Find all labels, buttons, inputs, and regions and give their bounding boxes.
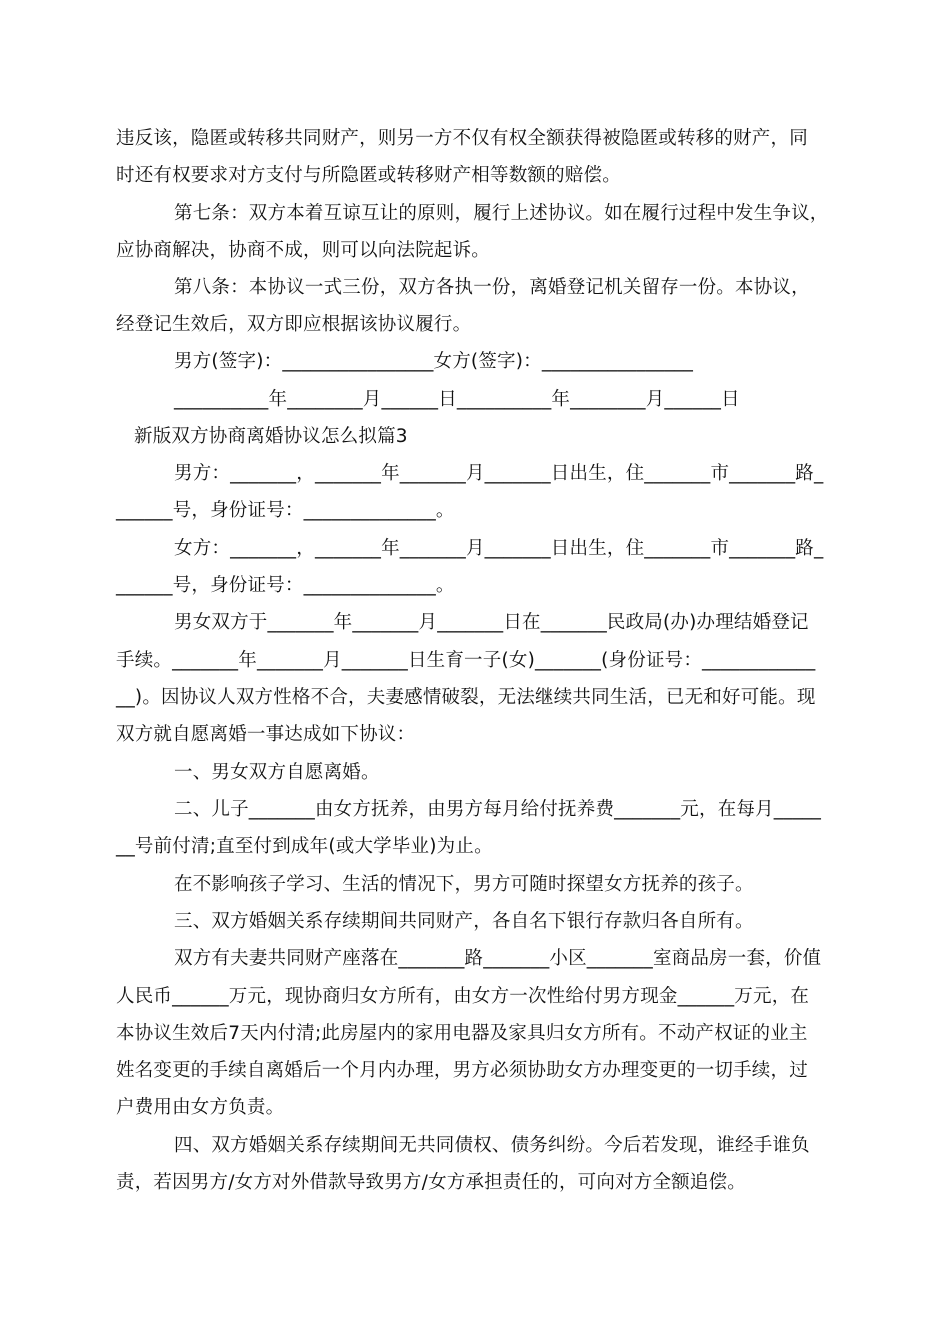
clause-3-line: 三、双方婚姻关系存续期间共同财产，各自名下银行存款归各自所有。 [174, 911, 754, 932]
clause-4-line: 四、双方婚姻关系存续期间无共同债权、债务纠纷。今后若发现，谁经手谁负 [174, 1135, 810, 1156]
paragraph-line: 经登记生效后，双方即应根据该协议履行。 [116, 314, 472, 335]
property-line: 双方有夫妻共同财产座落在_______路_______小区_______室商品房一套，价值 [174, 948, 822, 969]
paragraph-line: 户费用由女方负责。 [116, 1097, 285, 1118]
female-party-line: 女方：_______，_______年_______月_______日出生，住_______市_______路_ [174, 538, 824, 559]
paragraph-line: ______号，身份证号：______________。 [116, 575, 455, 596]
signature-line: 男方(签字)：________________女方(签字)：________________ [174, 351, 694, 372]
paragraph-line: __号前付清;直至付到成年(或大学毕业)为止。 [116, 836, 493, 857]
paragraph-line: 双方就自愿离婚一事达成如下协议： [116, 724, 416, 745]
paragraph-line: 应协商解决，协商不成，则可以向法院起诉。 [116, 240, 491, 261]
article-7-line: 第七条：双方本着互谅互让的原则，履行上述协议。如在履行过程中发生争议， [174, 203, 829, 224]
paragraph-line: 违反该，隐匿或转移共同财产，则另一方不仅有权全额获得被隐匿或转移的财产，同 [116, 128, 808, 149]
clause-2-line: 二、儿子_______由女方抚养，由男方每月给付抚养费_______元，在每月_____ [174, 799, 822, 820]
article-8-line: 第八条：本协议一式三份，双方各执一份，离婚登记机关留存一份。本协议， [174, 277, 810, 298]
paragraph-line: 本协议生效后7天内付清;此房屋内的家用电器及家具归女方所有。不动产权证的业主 [116, 1023, 808, 1044]
marriage-line: 男女双方于_______年_______月_______日在_______民政局(办)办理结婚登记 [174, 612, 809, 633]
paragraph-line: 时还有权要求对方支付与所隐匿或转移财产相等数额的赔偿。 [116, 165, 621, 186]
section-title: 新版双方协商离婚协议怎么拟篇3 [134, 426, 408, 447]
paragraph-line: 责，若因男方/女方对外借款导致男方/女方承担责任的，可向对方全额追偿。 [116, 1172, 746, 1193]
paragraph-line: 姓名变更的手续自离婚后一个月内办理，男方必须协助女方办理变更的一切手续，过 [116, 1060, 808, 1081]
clause-1-line: 一、男女双方自愿离婚。 [174, 762, 380, 783]
paragraph-line: __)。因协议人双方性格不合，夫妻感情破裂，无法继续共同生活，已无和好可能。现 [116, 687, 816, 708]
male-party-line: 男方：_______，_______年_______月_______日出生，住_______市_______路_ [174, 463, 824, 484]
visitation-line: 在不影响孩子学习、生活的情况下，男方可随时探望女方抚养的孩子。 [174, 874, 754, 895]
paragraph-line: ______号，身份证号：______________。 [116, 500, 455, 521]
paragraph-line: 人民币______万元，现协商归女方所有，由女方一次性给付男方现金______万元，在 [116, 986, 810, 1007]
date-line: __________年________月______日__________年________月______日 [174, 389, 740, 410]
paragraph-line: 手续。_______年_______月_______日生育一子(女)_______(身份证号：____________ [116, 650, 816, 671]
